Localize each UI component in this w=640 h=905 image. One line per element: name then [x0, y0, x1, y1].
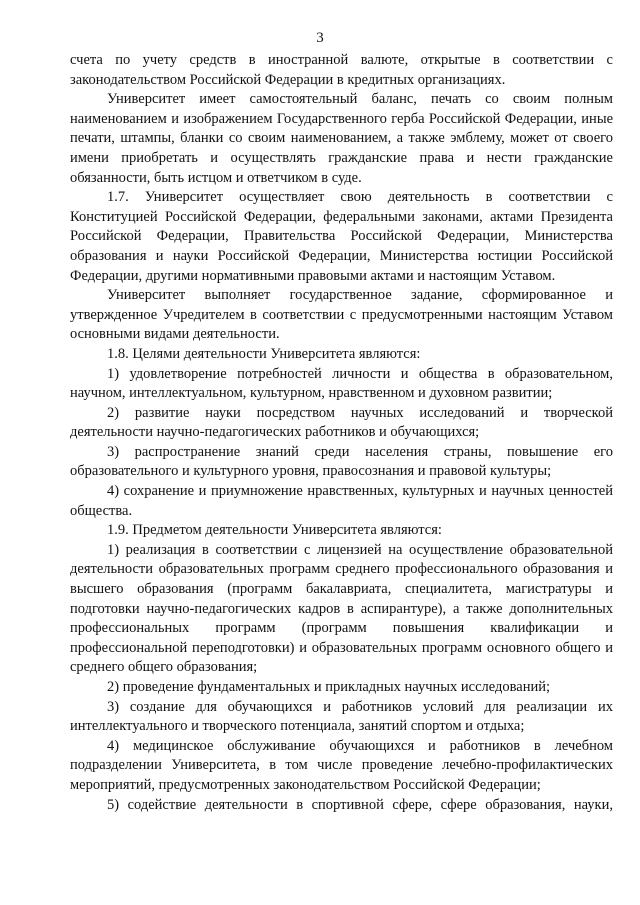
paragraph: 1.9. Предметом деятельности Университета являются: [107, 522, 442, 539]
list-item: 5) содействие деятельности в спортивной сфере, сфере образования, науки, [107, 796, 613, 813]
list-item: 3) создание для обучающихся и работников условий для реализации их интеллектуального и творческого потенциала, занятий спортом и отдыха; [70, 698, 613, 735]
paragraph: Университет выполняет государственное задание, сформированное и утвержденное Учредителем в соответствии с предусмотренными настоящим Уставом основными видами деятельности. [70, 287, 613, 343]
page-number: 3 [316, 30, 324, 46]
list-item: 4) медицинское обслуживание обучающихся и работников в лечебном подразделении Университета, в том числе проведение лечебно-профилактических мероприятий, предусмотренных законодательством Российской Федерации; [70, 737, 613, 793]
list-item: 2) проведение фундаментальных и прикладных научных исследований; [107, 679, 551, 695]
list-item: 1) реализация в соответствии с лицензией на осуществление образовательной деятельности образовательных программ среднего профессионального образования и высшего образования (программ бакалавриата, специалитета, магистратуры и подготовки научно-педагогических кадров в аспирантуре), а также дополнительных профессиональных программ (программ повышения квалификации и профессиональной переподготовки) и образовательных программ основного общего и среднего общего образования; [70, 541, 613, 676]
paragraph: счета по учету средств в иностранной валюте, открытые в соответствии с законодательством Российской Федерации в кредитных организациях. [70, 52, 613, 88]
paragraph: 1.7. Университет осуществляет свою деятельность в соответствии с Конституцией Российской Федерации, федеральными законами, актами Президента Российской Федерации, Правительства Российской Федерации, Министерства образования и науки Российской Федерации, Министерства юстиции Российской Федерации, другими нормативными правовыми актами и настоящим Уставом. [70, 189, 613, 284]
list-item: 4) сохранение и приумножение нравственных, культурных и научных ценностей общества. [70, 483, 613, 519]
paragraph: Университет имеет самостоятельный баланс, печать со своим полным наименованием и изображением Государственного герба Российской Федерации, иные печати, штампы, бланки со своим наименованием, а также эмблему, может от своего имени приобретать и осуществлять гражданские права и нести гражданские обязанности, быть истцом и ответчиком в суде. [70, 91, 613, 186]
paragraph: 1.8. Целями деятельности Университета являются: [107, 345, 421, 362]
list-item: 2) развитие науки посредством научных исследований и творческой деятельности научно-педагогических работников и обучающихся; [70, 404, 613, 441]
document-body [70, 51, 613, 815]
list-item: 1) удовлетворение потребностей личности и общества в образовательном, научном, интеллектуальном, культурном, нравственном и духовном развитии; [70, 365, 613, 402]
list-item: 3) распространение знаний среди населения страны, повышение его образовательного и культурного уровня, правосознания и правовой культуры; [70, 443, 613, 480]
